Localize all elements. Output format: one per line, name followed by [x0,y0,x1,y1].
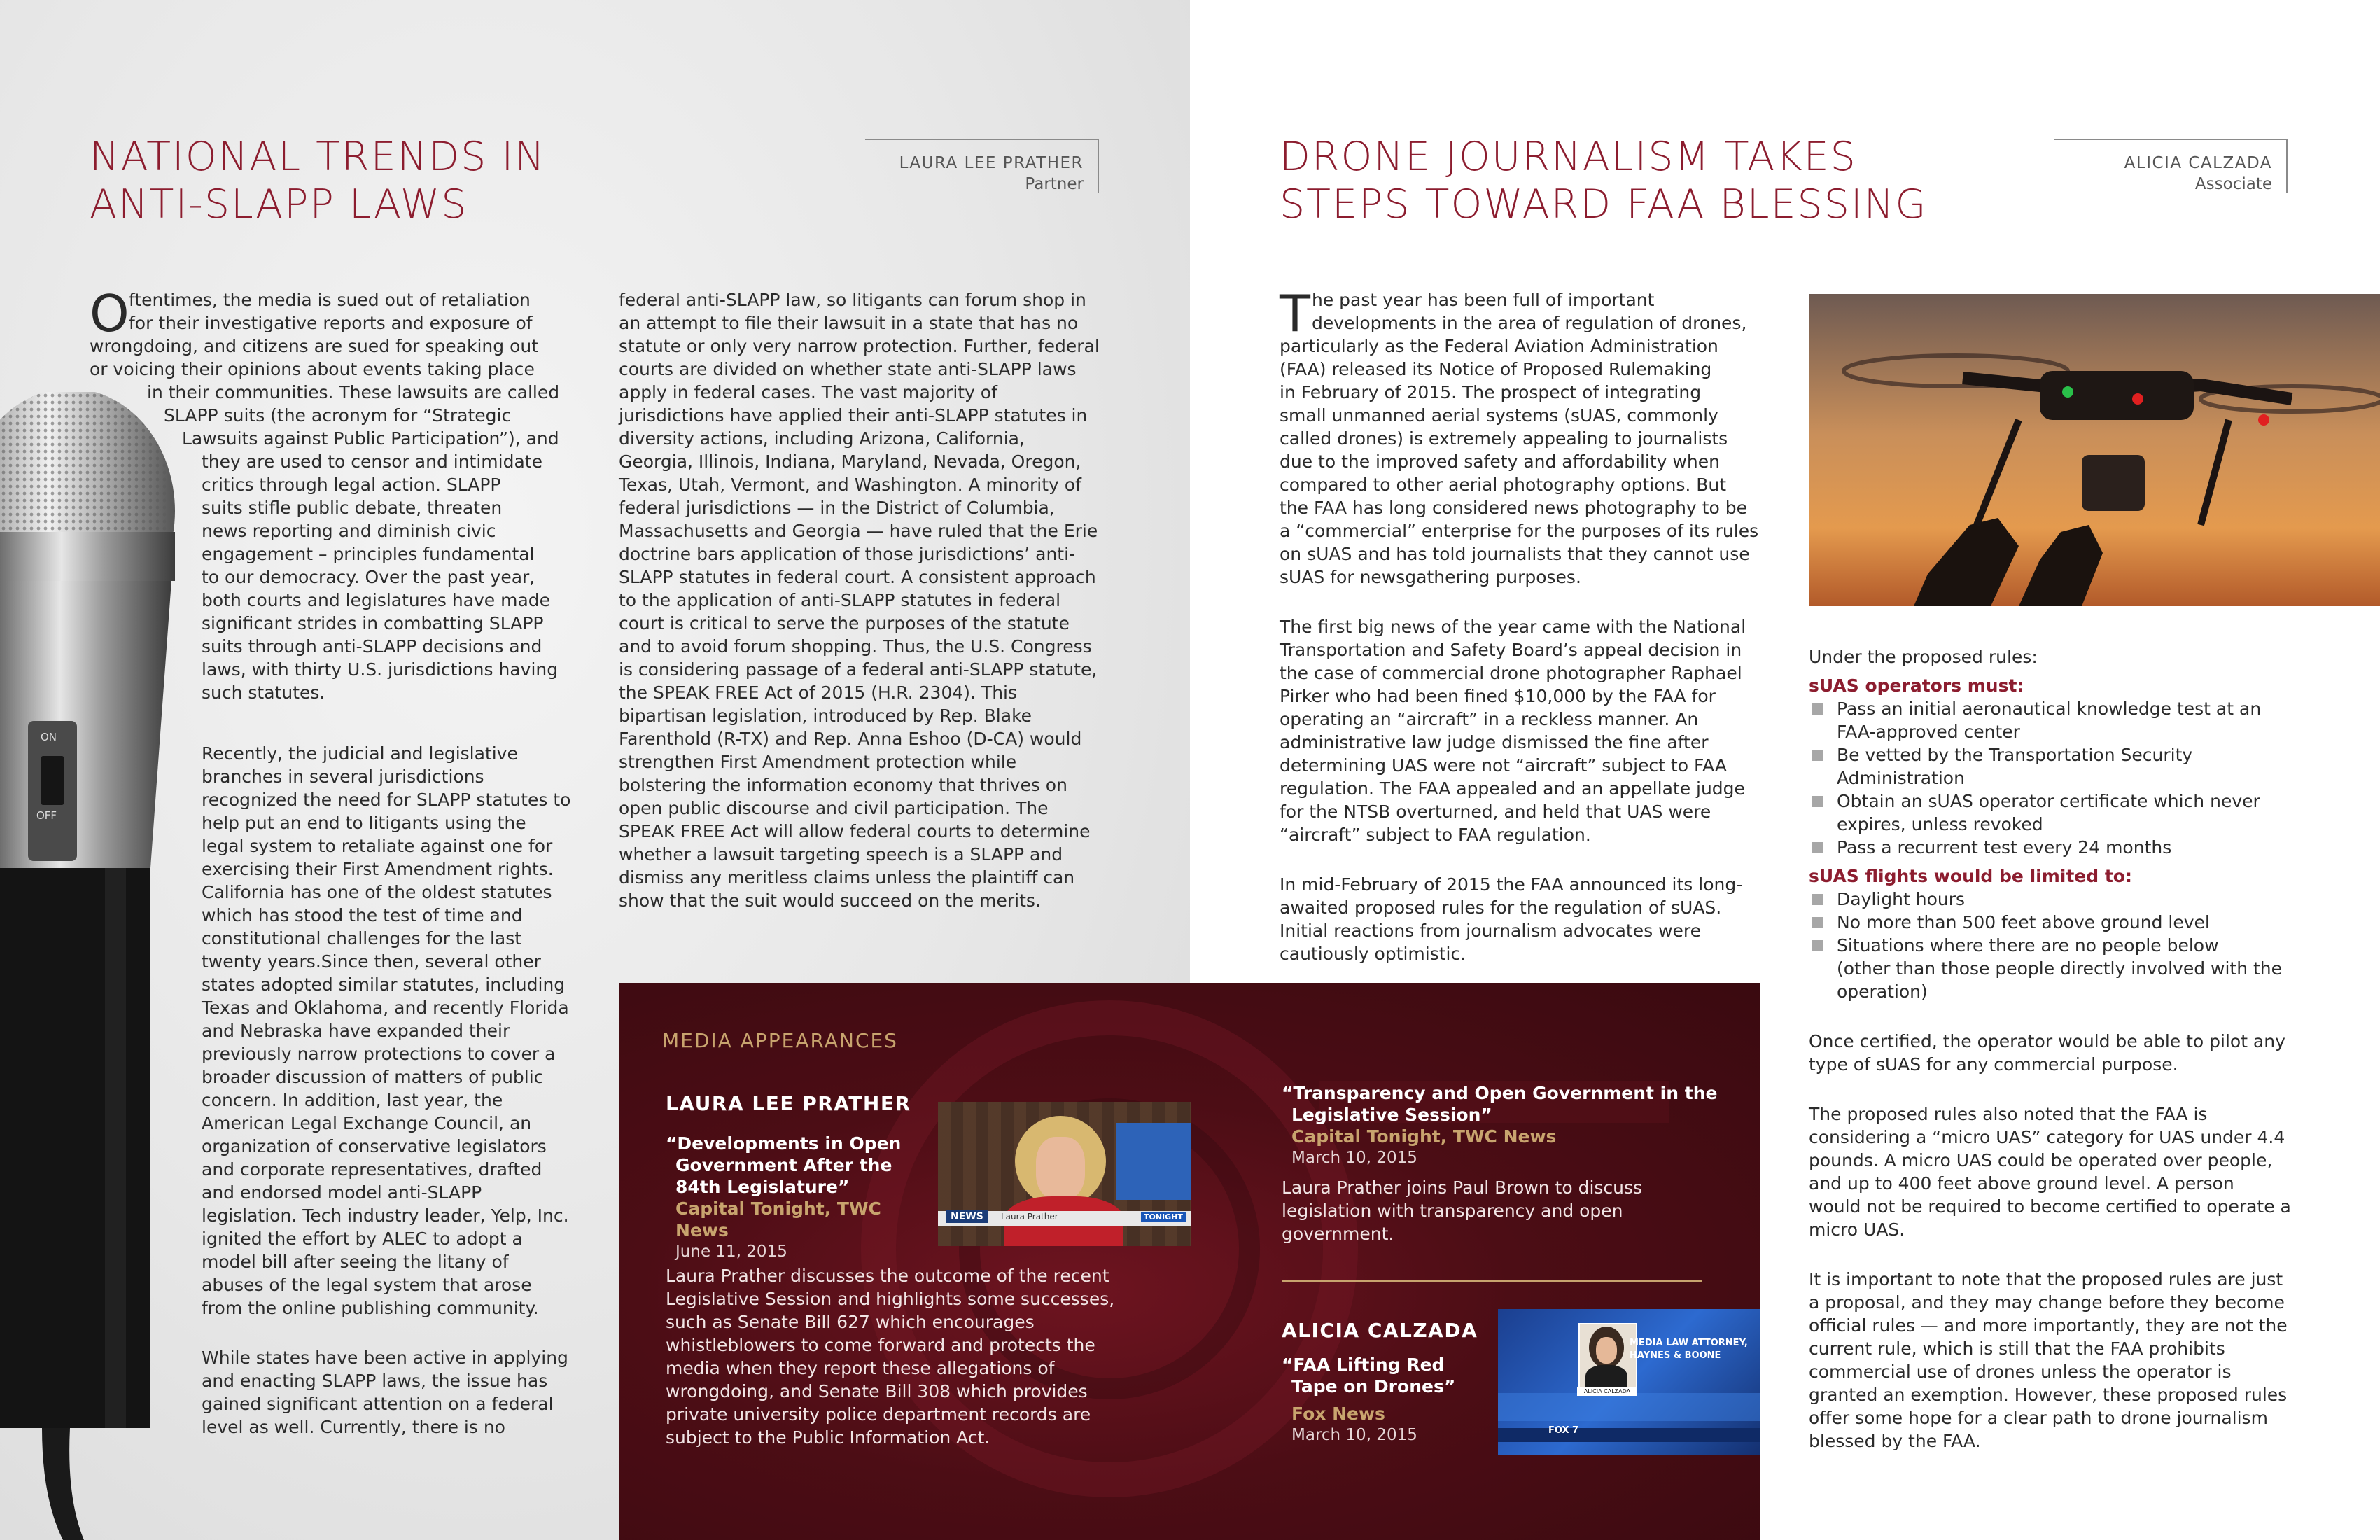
mic-switch-off-label: OFF [36,809,57,822]
media-item2-date: March 10, 2015 [1292,1149,1418,1167]
media-item2-quote-line1: “Transparency and Open Government in the [1282,1083,1718,1103]
flights-item-2-line1: No more than 500 feet above ground level [1837,912,2210,932]
media-item2-quote-line2: Legislative Session” [1292,1105,1492,1125]
operators-heading: sUAS operators must: [1809,676,2024,696]
right-p1-lines [1280,284,1759,589]
left-title-line2: ANTI-SLAPP LAWS [90,181,468,227]
flights-list [1809,888,2292,1003]
flights-item-3-line3: operation) [1837,981,1928,1002]
media-item3-quote [1282,1354,1492,1446]
flights-item [1809,911,2292,934]
left-author-box [865,139,1099,193]
media-heading: MEDIA APPEARANCES [662,1029,898,1052]
media-item3-tv-caption-line2: HAYNES & BOONE [1630,1350,1721,1361]
right-p1-line: (FAA) released its Notice of Proposed Rulemaking [1280,359,1712,379]
left-col2-text: federal anti-SLAPP law, so litigants can forum shop in an attempt to file their lawsuit in a state that has no statute or only very narrow protection. Further, federal courts are divided on whether state anti-SLAPP laws apply in federal cases. The vast majority of jurisdictions have applied their anti-SLAPP statutes in diversity actions, including Arizona, California, Georgia, Illinois, Indiana, Maryland, Nevada, Oregon, Texas, Utah, Vermont, and Washington. A minority of federal jurisdictions — in the District of Columbia, Massachusetts and Georgia — have ruled that the Erie doctrine bars application of those jurisdictions’ anti-SLAPP statutes in federal court. A consistent approach to the application of anti-SLAPP statutes in federal court is critical to serve the purposes of the statute and to avoid forum shopping. Thus, the U.S. Congress is considering passage of a federal anti-SLAPP statute, the SPEAK FREE Act of 2015 (H.R. 2304). This bipartisan legislation, introduced by Rep. Blake Farenthold (R-TX) and Rep. Anna Eshoo (D-CA) would strengthen First Amendment protection while bolstering the information economy that thrives on open public discourse and civil participation. The SPEAK FREE Act will allow federal courts to determine whether a lawsuit targeting speech is a SLAPP and dismiss any meritless claims unless the plaintiff can show that the suit would succeed on the merits. [619,290,1100,911]
left-col2 [619,288,1102,912]
left-col1-line: laws, with thirty U.S. jurisdictions having [202,659,559,680]
left-title-line1: NATIONAL TRENDS IN [90,134,546,180]
right-author-role: Associate [2194,175,2272,193]
right-dropcap: T [1280,284,1310,343]
operators-item-2-line2: Administration [1837,768,1965,788]
bullet-square-icon [1812,940,1823,951]
left-col1-line: critics through legal action. SLAPP [202,475,501,495]
left-col1-line: for their investigative reports and exposure of [129,313,533,333]
right-p1-line: the FAA has long considered news photography to be [1280,498,1747,518]
media-item1-tv-logo: NEWS [946,1210,988,1223]
left-col1-line: suits stifle public debate, threaten [202,498,503,518]
right-p1-line: in February of 2015. The prospect of integrating [1280,382,1702,402]
rules-intro: Under the proposed rules: [1809,647,2038,667]
right-article-title [1280,133,1980,228]
right-title-line2: STEPS TOWARD FAA BLESSING [1280,181,1928,227]
bullet-square-icon [1812,704,1823,715]
right-p6: It is important to note that the proposed rules are just a proposal, and they may change before they become official rules — and more importantly, they are not the current rule, which is still that the FAA prohibits commercial use of drones unless the operator is granted an exemption. However, these proposed rules offer some hope for a clear path to drone journalism blessed by the FAA. [1809,1269,2288,1451]
right-author-box [2054,139,2288,193]
media-item1-quote-line1: “Developments in Open [666,1133,902,1154]
left-col1-line: to our democracy. Over the past year, [202,567,536,587]
left-dropcap: O [90,284,130,343]
right-p1-line: small unmanned aerial systems (sUAS, commonly [1280,405,1718,426]
right-p1-line: on sUAS and has told journalists that they cannot use [1280,544,1750,564]
right-title-line1: DRONE JOURNALISM TAKES [1280,134,1857,180]
media-item3-quote-line2: Tape on Drones” [1292,1376,1456,1396]
media-item3-tv-caption-line1: MEDIA LAW ATTORNEY, [1630,1338,1748,1348]
operators-item [1809,743,2292,790]
media-item3-tv-name: ALICIA CALZADA [1577,1387,1637,1396]
media-item3-video-thumbnail[interactable] [1498,1309,1760,1455]
left-article-title [90,133,650,228]
flights-item-1-line1: Daylight hours [1837,889,1966,909]
media-item1-name: LAURA LEE PRATHER [666,1092,911,1115]
flights-item-3-line1: Situations where there are no people below [1837,935,2219,955]
right-p1-line: a “commercial” enterprise for the purposes of its rules [1280,521,1759,541]
left-col1-line: ftentimes, the media is sued out of retaliation [129,290,531,310]
flights-item [1809,934,2292,1003]
operators-item-4-line1: Pass a recurrent test every 24 months [1837,837,2172,858]
right-p5: The proposed rules also noted that the FAA is considering a “micro UAS” category for UAS under 4.4 pounds. A micro UAS could be operated over people, and up to 400 feet above ground level. A person would not be required to become certified to operate a micro UAS. [1809,1104,2291,1240]
media-item1-tv-tonight: TONIGHT [1141,1212,1186,1222]
media-divider [1282,1280,1702,1282]
media-item2 [1282,1082,1730,1245]
flights-heading: sUAS flights would be limited to: [1809,866,2132,886]
left-col1-para3: While states have been active in applying and enacting SLAPP laws, the issue has gained significant attention on a federal level as well. Currently, there is no [202,1348,568,1437]
media-item1-source: Capital Tonight, TWC News [676,1198,881,1240]
media-item1-video-thumbnail[interactable] [938,1102,1191,1246]
left-author-role: Partner [1025,175,1084,193]
operators-item [1809,697,2292,743]
flights-item-3-line2: (other than those people directly involved with the [1837,958,2283,979]
bullet-square-icon [1812,842,1823,853]
flights-item [1809,888,2292,911]
right-col2 [1809,645,2292,1452]
left-col1-line: both courts and legislatures have made [202,590,551,610]
left-col1-line: or voicing their opinions about events taking place [90,359,535,379]
media-item1-quote-line3: 84th Legislature” [676,1177,850,1197]
operators-item-2-line1: Be vetted by the Transportation Security [1837,745,2193,765]
media-item3-tv-logo: FOX 7 [1548,1425,1579,1436]
right-p1-line: called drones) is extremely appealing to journalists [1280,428,1728,449]
left-col1-line: in their communities. These lawsuits are called [147,382,560,402]
operators-item [1809,836,2292,859]
left-col1-line: Lawsuits against Public Participation”), and [182,428,559,449]
left-col1-line: suits through anti-SLAPP decisions and [202,636,542,657]
right-p3: In mid-February of 2015 the FAA announced its long-awaited proposed rules for the regulation of sUAS. Initial reactions from journalism advocates were cautiously optimistic. [1280,874,1743,964]
operators-list [1809,697,2292,859]
media-item1-date: June 11, 2015 [676,1242,788,1261]
right-p1-line: developments in the area of regulation of drones, [1312,313,1747,333]
right-p1-line: he past year has been full of important [1312,290,1655,310]
left-col1-line: such statutes. [202,682,326,703]
left-col1-line: significant strides in combatting SLAPP [202,613,544,634]
operators-item-3-line2: expires, unless revoked [1837,814,2043,834]
left-col1-line: SLAPP suits (the acronym for “Strategic [164,405,512,426]
operators-item-3-line1: Obtain an sUAS operator certificate which never [1837,791,2260,811]
left-col1-lines [90,284,560,704]
media-appearances-panel [620,983,1760,1540]
media-item1-desc: Laura Prather discusses the outcome of the recent Legislative Session and highlights some successes, such as Senate Bill 627 which encourages whistleblowers to come forward and protects the media when they report these allegations of wrongdoing, and Senate Bill 308 which provides private university police department records are subject to the Public Information Act. [666,1266,1115,1448]
left-col1-line: engagement – principles fundamental [202,544,535,564]
operators-item-1-line1: Pass an initial aeronautical knowledge test at an [1837,699,2262,719]
operators-item-1-line2: FAA-approved center [1837,722,2020,742]
right-p2: The first big news of the year came with the National Transportation and Safety Board’s appeal decision in the case of commercial drone photographer Raphael Pirker who had been fined $10,000 by the FAA for operating an “aircraft” in a reckless manner. An administrative law judge dismissed the fine after determining UAS were not “aircraft” subject to FAA regulation. The FAA appealed and an appellate judge for the NTSB overturned, and held that UAS were “aircraft” subject to FAA regulation. [1280,617,1746,845]
media-item1-quote-line2: Government After the [676,1155,892,1175]
bullet-square-icon [1812,750,1823,761]
left-col1-para2-wrap [202,742,573,1438]
right-col1 [1280,284,1759,965]
mic-switch-on-label: ON [41,731,57,743]
left-col1-line: they are used to censor and intimidate [202,451,542,472]
left-col1-para1 [90,284,560,704]
media-item1-quote [666,1133,932,1263]
media-item3-date: March 10, 2015 [1292,1426,1418,1444]
right-p1-line: compared to other aerial photography options. But [1280,475,1727,495]
media-item3-quote-line1: “FAA Lifting Red [1282,1354,1445,1375]
right-p4: Once certified, the operator would be able to pilot any type of sUAS for any commercial purpose. [1809,1031,2286,1074]
operators-item [1809,790,2292,836]
media-item3-source: Fox News [1292,1404,1385,1424]
right-p1-line: sUAS for newsgathering purposes. [1280,567,1581,587]
media-item2-source: Capital Tonight, TWC News [1292,1126,1557,1147]
right-p1-line: particularly as the Federal Aviation Administration [1280,336,1718,356]
right-p1-line: due to the improved safety and affordability when [1280,451,1720,472]
media-item2-desc: Laura Prather joins Paul Brown to discuss legislation with transparency and open government. [1282,1177,1643,1244]
bullet-square-icon [1812,894,1823,905]
left-col1-line: news reporting and diminish civic [202,521,496,541]
right-author-name: ALICIA CALZADA [2124,154,2272,172]
left-author-name: LAURA LEE PRATHER [899,154,1084,172]
left-col1-line: wrongdoing, and citizens are sued for speaking out [90,336,539,356]
media-item3-name: ALICIA CALZADA [1282,1319,1478,1342]
left-col1-para2: Recently, the judicial and legislative branches in several jurisdictions recognized the need for SLAPP statutes to help put an end to litigants using the legal system to retaliate against one for exercising their First Amendment rights. California has one of the oldest statutes which has stood the test of time and constitutional challenges for the last twenty years.Since then, several other states adopted similar statutes, including Texas and Oklahoma, and recently Florida and Nebraska have expanded their previously narrow protections to cover a broader discussion of matters of public concern. In addition, last year, the American Legal Exchange Council, an organization of conservative legislators and corporate representatives, drafted and endorsed model anti-SLAPP legislation. Tech industry leader, Yelp, Inc. ignited the effort by ALEC to adopt a model bill after seeing the litany of abuses of the legal system that arose from the online publishing community. [202,743,571,1318]
bullet-square-icon [1812,917,1823,928]
media-item1-tv-name: Laura Prather [1001,1212,1058,1222]
bullet-square-icon [1812,796,1823,807]
drone-photo [1809,294,2380,606]
media-item3-tv-caption [1630,1337,1748,1362]
